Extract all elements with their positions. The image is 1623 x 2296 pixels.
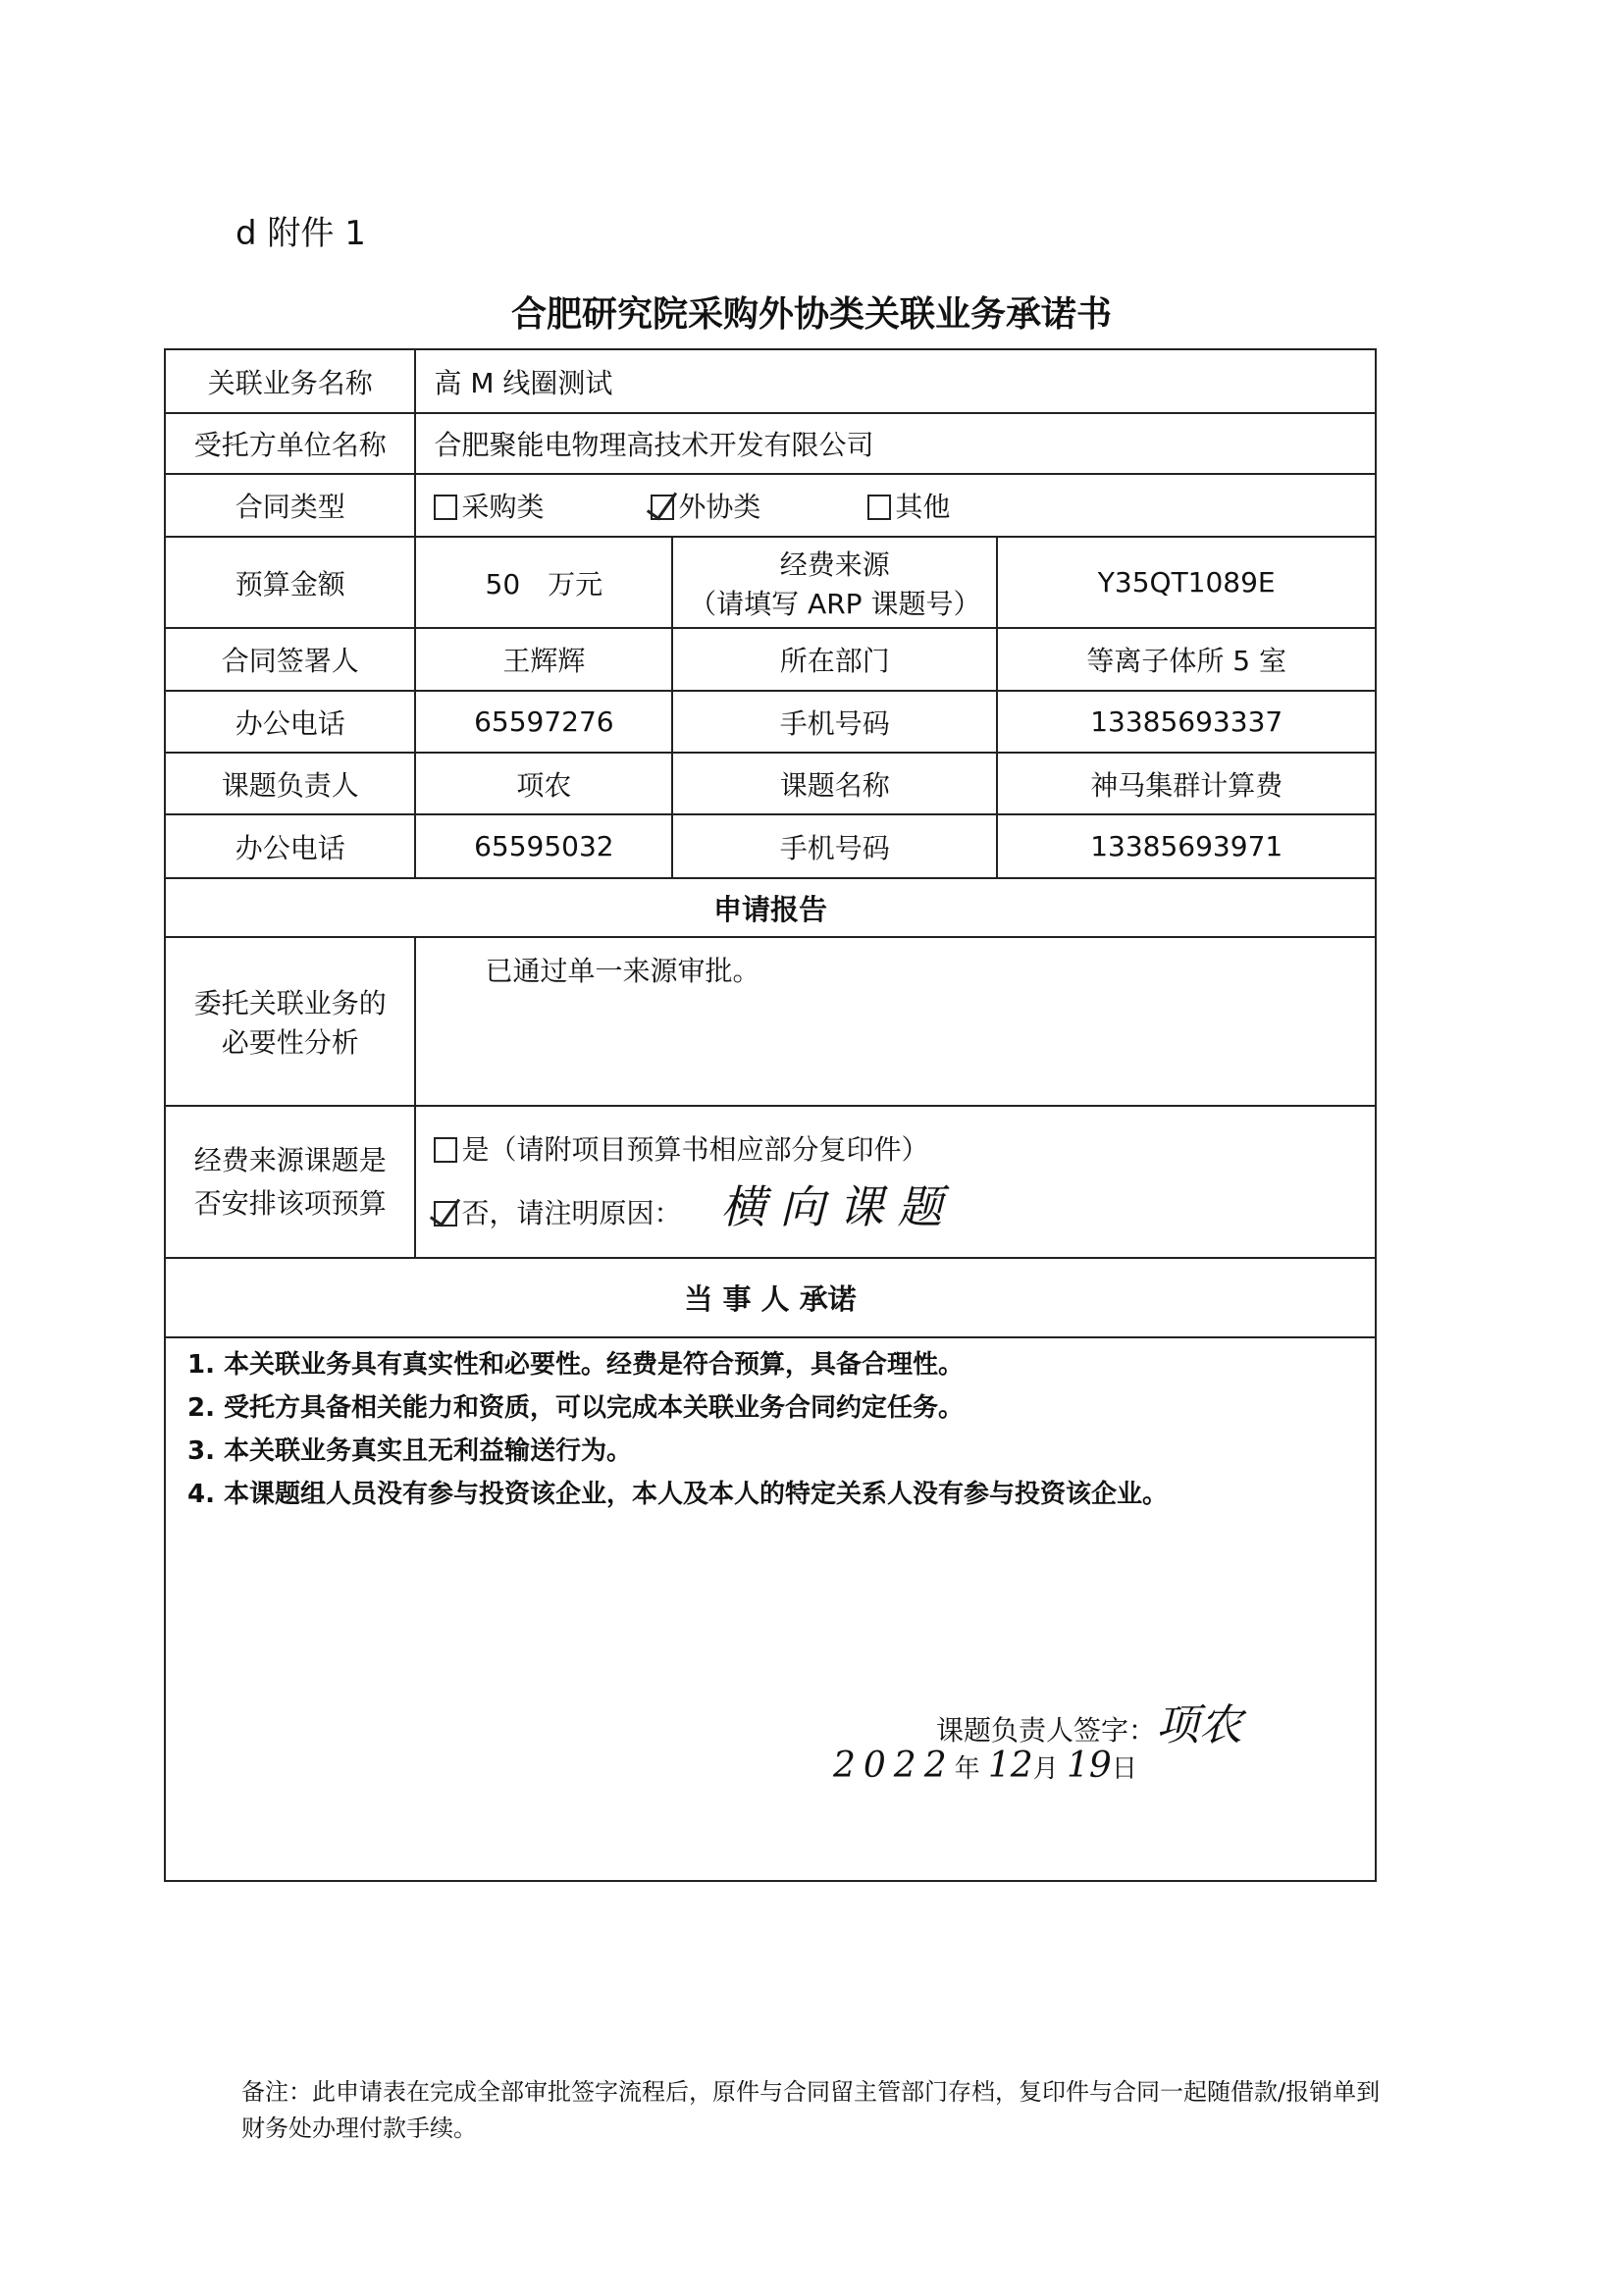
budget: 50 万元	[415, 537, 672, 628]
checkbox-icon[interactable]	[867, 495, 891, 520]
option-no[interactable]: 否，请注明原因： 横向课题	[434, 1172, 1367, 1236]
mobile-label: 手机号码	[672, 691, 997, 753]
project: 神马集群计算费	[997, 753, 1376, 814]
signature-line: 课题负责人签字：项农	[936, 1700, 1243, 1750]
pi: 项农	[415, 753, 672, 814]
commitment-item: 3. 本关联业务真实且无利益输送行为。	[187, 1436, 633, 1466]
option-purchase[interactable]: 采购类	[434, 491, 544, 523]
necessity: 已通过单一来源审批。	[415, 937, 1376, 1106]
mobile: 13385693337	[997, 691, 1376, 753]
commitment-item: 1. 本关联业务具有真实性和必要性。经费是符合预算，具备合理性。	[187, 1350, 965, 1380]
page-title: 合肥研究院采购外协类关联业务承诺书	[510, 294, 1112, 335]
trustee: 合肥聚能电物理高技术开发有限公司	[415, 413, 1376, 474]
pi-phone-label: 办公电话	[165, 814, 415, 878]
checkbox-icon[interactable]	[434, 495, 457, 520]
pi-mobile: 13385693971	[997, 814, 1376, 878]
signer-label: 合同签署人	[165, 628, 415, 691]
sign-date: 2022年 12月 19日	[833, 1746, 1137, 1786]
footnote: 备注：此申请表在完成全部审批签字流程后，原件与合同留主管部门存档，复印件与合同一起随借款/报销单到财务处办理付款手续。	[241, 2078, 1381, 2142]
option-other[interactable]: 其他	[867, 491, 950, 523]
budget-label: 预算金额	[165, 537, 415, 628]
business-name: 高 M 线圈测试	[415, 349, 1376, 413]
pi-label: 课题负责人	[165, 753, 415, 814]
contract-type-label: 合同类型	[165, 474, 415, 537]
checked-checkbox-icon[interactable]	[651, 495, 674, 520]
trustee-label: 受托方单位名称	[165, 413, 415, 474]
report-header: 申请报告	[165, 878, 1376, 937]
necessity-label: 委托关联业务的必要性分析	[165, 937, 415, 1106]
checked-checkbox-icon[interactable]	[434, 1201, 457, 1226]
fund-source-label: 经费来源 （请填写 ARP 课题号）	[672, 537, 997, 628]
option-outsourcing[interactable]: 外协类	[651, 491, 760, 523]
handwritten-reason: 横向课题	[720, 1179, 957, 1233]
business-name-label: 关联业务名称	[165, 349, 415, 413]
commitment-form	[164, 348, 1377, 1882]
budget-question-label: 经费来源课题是否安排该项预算	[165, 1106, 415, 1258]
phone: 65597276	[415, 691, 672, 753]
fund-source: Y35QT1089E	[997, 537, 1376, 628]
pi-phone: 65595032	[415, 814, 672, 878]
phone-label: 办公电话	[165, 691, 415, 753]
signer: 王辉辉	[415, 628, 672, 691]
dept-label: 所在部门	[672, 628, 997, 691]
contract-type-options	[415, 474, 1376, 537]
commitment-item: 4. 本课题组人员没有参与投资该企业，本人及本人的特定关系人没有参与投资该企业。	[187, 1480, 1169, 1509]
commitment-header: 当 事 人 承诺	[165, 1258, 1376, 1337]
option-yes[interactable]: 是（请附项目预算书相应部分复印件）	[434, 1128, 1367, 1168]
project-label: 课题名称	[672, 753, 997, 814]
commitment-list	[174, 1348, 1367, 1511]
dept: 等离子体所 5 室	[997, 628, 1376, 691]
commitment-item: 2. 受托方具备相关能力和资质，可以完成本关联业务合同约定任务。	[187, 1393, 965, 1423]
attachment-label: d 附件 1	[236, 214, 366, 253]
checkbox-icon[interactable]	[434, 1137, 457, 1163]
pi-mobile-label: 手机号码	[672, 814, 997, 878]
signature: 项农	[1156, 1700, 1243, 1750]
